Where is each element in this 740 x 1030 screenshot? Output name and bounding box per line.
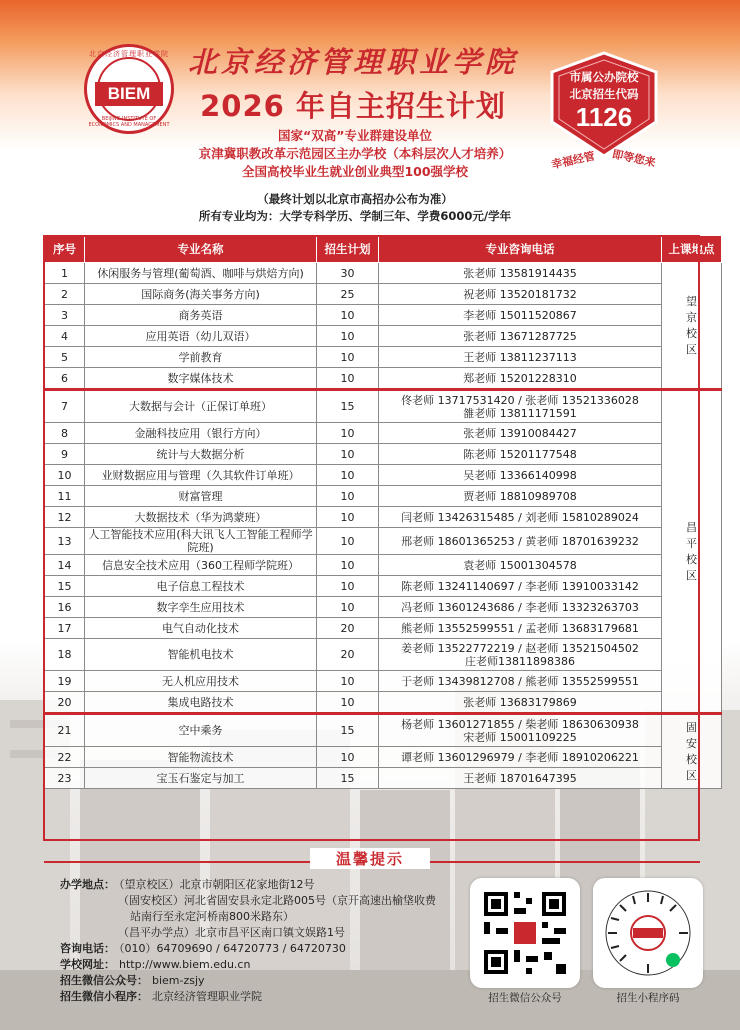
plan-count: 10 xyxy=(317,747,379,768)
consult-phone xyxy=(379,368,662,390)
major-name: 大数据技术（华为鸿蒙班） xyxy=(85,507,317,528)
consult-phone xyxy=(379,692,662,714)
table-row xyxy=(45,528,722,555)
address-label: 办学地点： （望京校区）北京市朝阳区花家地街12号 xyxy=(60,878,315,891)
row-number: 8 xyxy=(45,423,85,444)
badge-slogan-left: 幸福经管 xyxy=(550,149,596,172)
campus-name: 固安校区 xyxy=(686,720,697,782)
badge-slogan-right: 即等您来 xyxy=(611,147,657,170)
phone-line: 陈老师 15201177548 xyxy=(463,447,577,461)
table-row xyxy=(45,486,722,507)
logo-ring-text: 北京经济管理职业学院 xyxy=(89,50,169,58)
phone-line: 冯老师 13601243686 / 李老师 13323263703 xyxy=(401,600,639,614)
plan-count: 15 xyxy=(317,390,379,423)
honor-tag-2: 京津冀职教改革示范园区主办学校（本科层次人才培养） xyxy=(198,146,512,161)
row-number: 7 xyxy=(45,390,85,423)
consult-phone xyxy=(379,714,662,747)
consult-phone xyxy=(379,347,662,368)
table-body xyxy=(45,263,722,789)
website-info: 学校网址： http://www.biem.edu.cn xyxy=(60,958,251,971)
plan-count: 10 xyxy=(317,555,379,576)
plan-count: 15 xyxy=(317,768,379,789)
table-row xyxy=(45,263,722,284)
phone-info: 咨询电话： （010）64709690 / 64720773 / 64720730 xyxy=(60,942,346,955)
phone-line: 雒老师 13811171591 xyxy=(463,406,577,420)
badge-code: 1126 xyxy=(575,102,633,132)
major-name: 大数据与会计（正保订单班） xyxy=(85,390,317,423)
consult-phone xyxy=(379,263,662,284)
campus-name: 望京校区 xyxy=(686,294,697,356)
consult-phone xyxy=(379,555,662,576)
row-number: 18 xyxy=(45,639,85,671)
plan-count: 15 xyxy=(317,714,379,747)
consult-phone xyxy=(379,507,662,528)
major-name: 休闲服务与管理(葡萄酒、咖啡与烘焙方向) xyxy=(85,263,317,284)
row-number: 11 xyxy=(45,486,85,507)
row-number: 9 xyxy=(45,444,85,465)
table-row xyxy=(45,507,722,528)
plan-count: 10 xyxy=(317,486,379,507)
table-row xyxy=(45,714,722,747)
school-name: 北京经济管理职业学院 xyxy=(188,45,519,79)
qr-code-icon xyxy=(470,878,580,988)
address-line-1: （望京校区）北京市朝阳区花家地街12号 xyxy=(119,878,315,891)
consult-phone xyxy=(379,305,662,326)
phone-numbers: （010）64709690 / 64720773 / 64720730 xyxy=(119,942,346,955)
consult-phone xyxy=(379,747,662,768)
table-row xyxy=(45,368,722,390)
phone-line: 闫老师 13426315485 / 刘老师 15810289024 xyxy=(401,510,639,524)
tips-title: 温馨提示 xyxy=(310,848,430,869)
address-line-3: 站南行至永定河桥南800米路东） xyxy=(130,910,294,923)
website-link[interactable]: http://www.biem.edu.cn xyxy=(119,958,251,971)
consult-phone xyxy=(379,284,662,305)
plan-count: 10 xyxy=(317,368,379,390)
mini-program-code xyxy=(593,878,703,988)
major-name: 业财数据应用与管理（久其软件订单班） xyxy=(85,465,317,486)
phone-line: 陈老师 13241140697 / 李老师 13910033142 xyxy=(401,579,639,593)
consult-phone xyxy=(379,597,662,618)
plan-count: 10 xyxy=(317,528,379,555)
table-row xyxy=(45,639,722,671)
table-row xyxy=(45,692,722,714)
badge-line2: 北京招生代码 xyxy=(569,87,639,101)
major-name: 数字媒体技术 xyxy=(85,368,317,390)
row-number: 21 xyxy=(45,714,85,747)
consult-phone xyxy=(379,444,662,465)
consult-phone xyxy=(379,576,662,597)
campus-cell xyxy=(662,390,722,714)
table-row xyxy=(45,305,722,326)
phone-line: 张老师 13683179869 xyxy=(463,695,577,709)
honor-tag-3: 全国高校毕业生就业创业典型100强学校 xyxy=(241,164,469,179)
table-row xyxy=(45,423,722,444)
phone-line: 王老师 13811237113 xyxy=(463,350,577,364)
row-number: 4 xyxy=(45,326,85,347)
table-row xyxy=(45,444,722,465)
table-row xyxy=(45,576,722,597)
campus-name: 昌平校区 xyxy=(686,520,697,582)
table-row xyxy=(45,747,722,768)
row-number: 12 xyxy=(45,507,85,528)
plan-count: 10 xyxy=(317,576,379,597)
consult-phone xyxy=(379,423,662,444)
phone-line: 佟老师 13717531420 / 张老师 13521336028 xyxy=(401,393,639,407)
plan-count: 20 xyxy=(317,618,379,639)
major-name: 信息安全技术应用（360工程师学院班） xyxy=(85,555,317,576)
col-header-major: 专业名称 xyxy=(85,236,317,263)
phone-line: 杨老师 13601271855 / 柴老师 18630630938 xyxy=(401,717,639,731)
logo-inner-ring xyxy=(97,57,161,121)
consult-phone xyxy=(379,486,662,507)
phone-line: 邢老师 18601365253 / 黄老师 18701639232 xyxy=(401,534,639,548)
row-number: 19 xyxy=(45,671,85,692)
row-number: 13 xyxy=(45,528,85,555)
table-row xyxy=(45,768,722,789)
mini-program-caption: 招生小程序码 xyxy=(616,992,680,1004)
phone-line: 李老师 15011520867 xyxy=(463,308,577,322)
row-number: 23 xyxy=(45,768,85,789)
phone-line: 袁老师 15001304578 xyxy=(463,558,577,572)
address-line-2: （固安校区）河北省固安县永定北路005号（京开高速出榆垡收费 xyxy=(118,894,436,907)
row-number: 14 xyxy=(45,555,85,576)
consult-phone xyxy=(379,639,662,671)
table-row xyxy=(45,284,722,305)
plan-count: 10 xyxy=(317,507,379,528)
mini-program-name: 北京经济管理职业学院 xyxy=(152,990,262,1003)
plan-count: 10 xyxy=(317,423,379,444)
major-name: 空中乘务 xyxy=(85,714,317,747)
phone-line: 姜老师 13522772219 / 赵老师 13521504502 xyxy=(401,641,639,655)
final-plan-note: （最终计划以北京市高招办公布为准） xyxy=(257,192,453,206)
logo-ring-text-en: BEIJING INSTITUTE OF ECONOMICS AND MANAGEMENT xyxy=(88,116,170,128)
wechat-account: biem-zsjy xyxy=(152,974,205,987)
plan-count: 30 xyxy=(317,263,379,284)
major-name: 智能物流技术 xyxy=(85,747,317,768)
row-number: 15 xyxy=(45,576,85,597)
phone-line: 宋老师 15001109225 xyxy=(463,730,577,744)
consult-phone xyxy=(379,671,662,692)
plan-count: 10 xyxy=(317,326,379,347)
major-name: 电气自动化技术 xyxy=(85,618,317,639)
table-row xyxy=(45,671,722,692)
table-header-row xyxy=(45,236,722,263)
consult-phone xyxy=(379,768,662,789)
address-line-4: （昌平办学点）北京市昌平区南口镇文娱路1号 xyxy=(118,926,345,939)
consult-phone xyxy=(379,618,662,639)
phone-line: 张老师 13910084427 xyxy=(463,426,577,440)
row-number: 5 xyxy=(45,347,85,368)
col-header-plan: 招生计划 xyxy=(317,236,379,263)
phone-line: 贾老师 18810989708 xyxy=(463,489,577,503)
phone-line: 祝老师 13520181732 xyxy=(463,287,577,301)
col-header-phone: 专业咨询电话 xyxy=(379,236,662,263)
poster-header xyxy=(0,0,740,230)
col-header-no: 序号 xyxy=(45,236,85,263)
plan-count: 10 xyxy=(317,692,379,714)
logo-text: BIEM xyxy=(95,82,163,106)
admission-code-badge xyxy=(546,50,662,160)
major-name: 金融科技应用（银行方向） xyxy=(85,423,317,444)
honor-tag-1: 国家“双高”专业群建设单位 xyxy=(278,128,432,143)
row-number: 17 xyxy=(45,618,85,639)
plan-count: 10 xyxy=(317,347,379,368)
plan-count: 10 xyxy=(317,444,379,465)
phone-line: 谭老师 13601296979 / 李老师 18910206221 xyxy=(401,750,639,764)
campus-cell xyxy=(662,714,722,789)
major-name: 智能机电技术 xyxy=(85,639,317,671)
row-number: 16 xyxy=(45,597,85,618)
major-name: 统计与大数据分析 xyxy=(85,444,317,465)
major-name: 集成电路技术 xyxy=(85,692,317,714)
table-row xyxy=(45,597,722,618)
plan-count: 10 xyxy=(317,597,379,618)
col-header-campus: 上课地点 xyxy=(662,236,722,263)
phone-line: 庄老师13811898386 xyxy=(465,654,575,668)
consult-phone xyxy=(379,390,662,423)
phone-line: 于老师 13439812708 / 熊老师 13552599551 xyxy=(401,674,639,688)
major-name: 人工智能技术应用(科大讯飞人工智能工程师学院班) xyxy=(85,528,317,555)
phone-line: 郑老师 15201228310 xyxy=(463,371,577,385)
mini-program-info: 招生微信小程序： 北京经济管理职业学院 xyxy=(60,990,262,1003)
major-name: 应用英语（幼儿双语） xyxy=(85,326,317,347)
major-name: 宝玉石鉴定与加工 xyxy=(85,768,317,789)
major-name: 国际商务(海关事务方向) xyxy=(85,284,317,305)
table-row xyxy=(45,390,722,423)
table-row xyxy=(45,465,722,486)
row-number: 6 xyxy=(45,368,85,390)
phone-line: 张老师 13581914435 xyxy=(463,266,577,280)
phone-line: 熊老师 13552599551 / 孟老师 13683179681 xyxy=(401,621,639,635)
phone-line: 张老师 13671287725 xyxy=(463,329,577,343)
row-number: 1 xyxy=(45,263,85,284)
row-number: 3 xyxy=(45,305,85,326)
row-number: 22 xyxy=(45,747,85,768)
wechat-info: 招生微信公众号： biem-zsjy xyxy=(60,974,205,987)
campus-cell xyxy=(662,263,722,390)
plan-count: 20 xyxy=(317,639,379,671)
plan-count: 25 xyxy=(317,284,379,305)
phone-line: 吴老师 13366140998 xyxy=(463,468,577,482)
row-number: 2 xyxy=(45,284,85,305)
school-logo xyxy=(84,44,174,134)
table-row xyxy=(45,618,722,639)
row-number: 10 xyxy=(45,465,85,486)
major-name: 数字孪生应用技术 xyxy=(85,597,317,618)
plan-count: 10 xyxy=(317,305,379,326)
major-name: 电子信息工程技术 xyxy=(85,576,317,597)
table-row xyxy=(45,326,722,347)
consult-phone xyxy=(379,465,662,486)
major-name: 无人机应用技术 xyxy=(85,671,317,692)
plan-count: 10 xyxy=(317,465,379,486)
enrollment-plan-table xyxy=(44,235,722,789)
table-row xyxy=(45,347,722,368)
major-name: 财富管理 xyxy=(85,486,317,507)
phone-line: 王老师 18701647395 xyxy=(463,771,577,785)
wechat-qr-code xyxy=(470,878,580,988)
consult-phone xyxy=(379,528,662,555)
all-majors-note: 所有专业均为：大学专科学历、学制三年、学费6000元/学年 xyxy=(198,209,512,223)
badge-line1: 市属公办院校 xyxy=(569,70,639,84)
plan-title: 2026 年自主招生计划 xyxy=(200,89,506,123)
wechat-qr-caption: 招生微信公众号 xyxy=(488,992,562,1004)
table-row xyxy=(45,555,722,576)
mini-program-code-icon xyxy=(593,878,703,988)
plan-count: 10 xyxy=(317,671,379,692)
consult-phone xyxy=(379,326,662,347)
major-name: 学前教育 xyxy=(85,347,317,368)
row-number: 20 xyxy=(45,692,85,714)
major-name: 商务英语 xyxy=(85,305,317,326)
